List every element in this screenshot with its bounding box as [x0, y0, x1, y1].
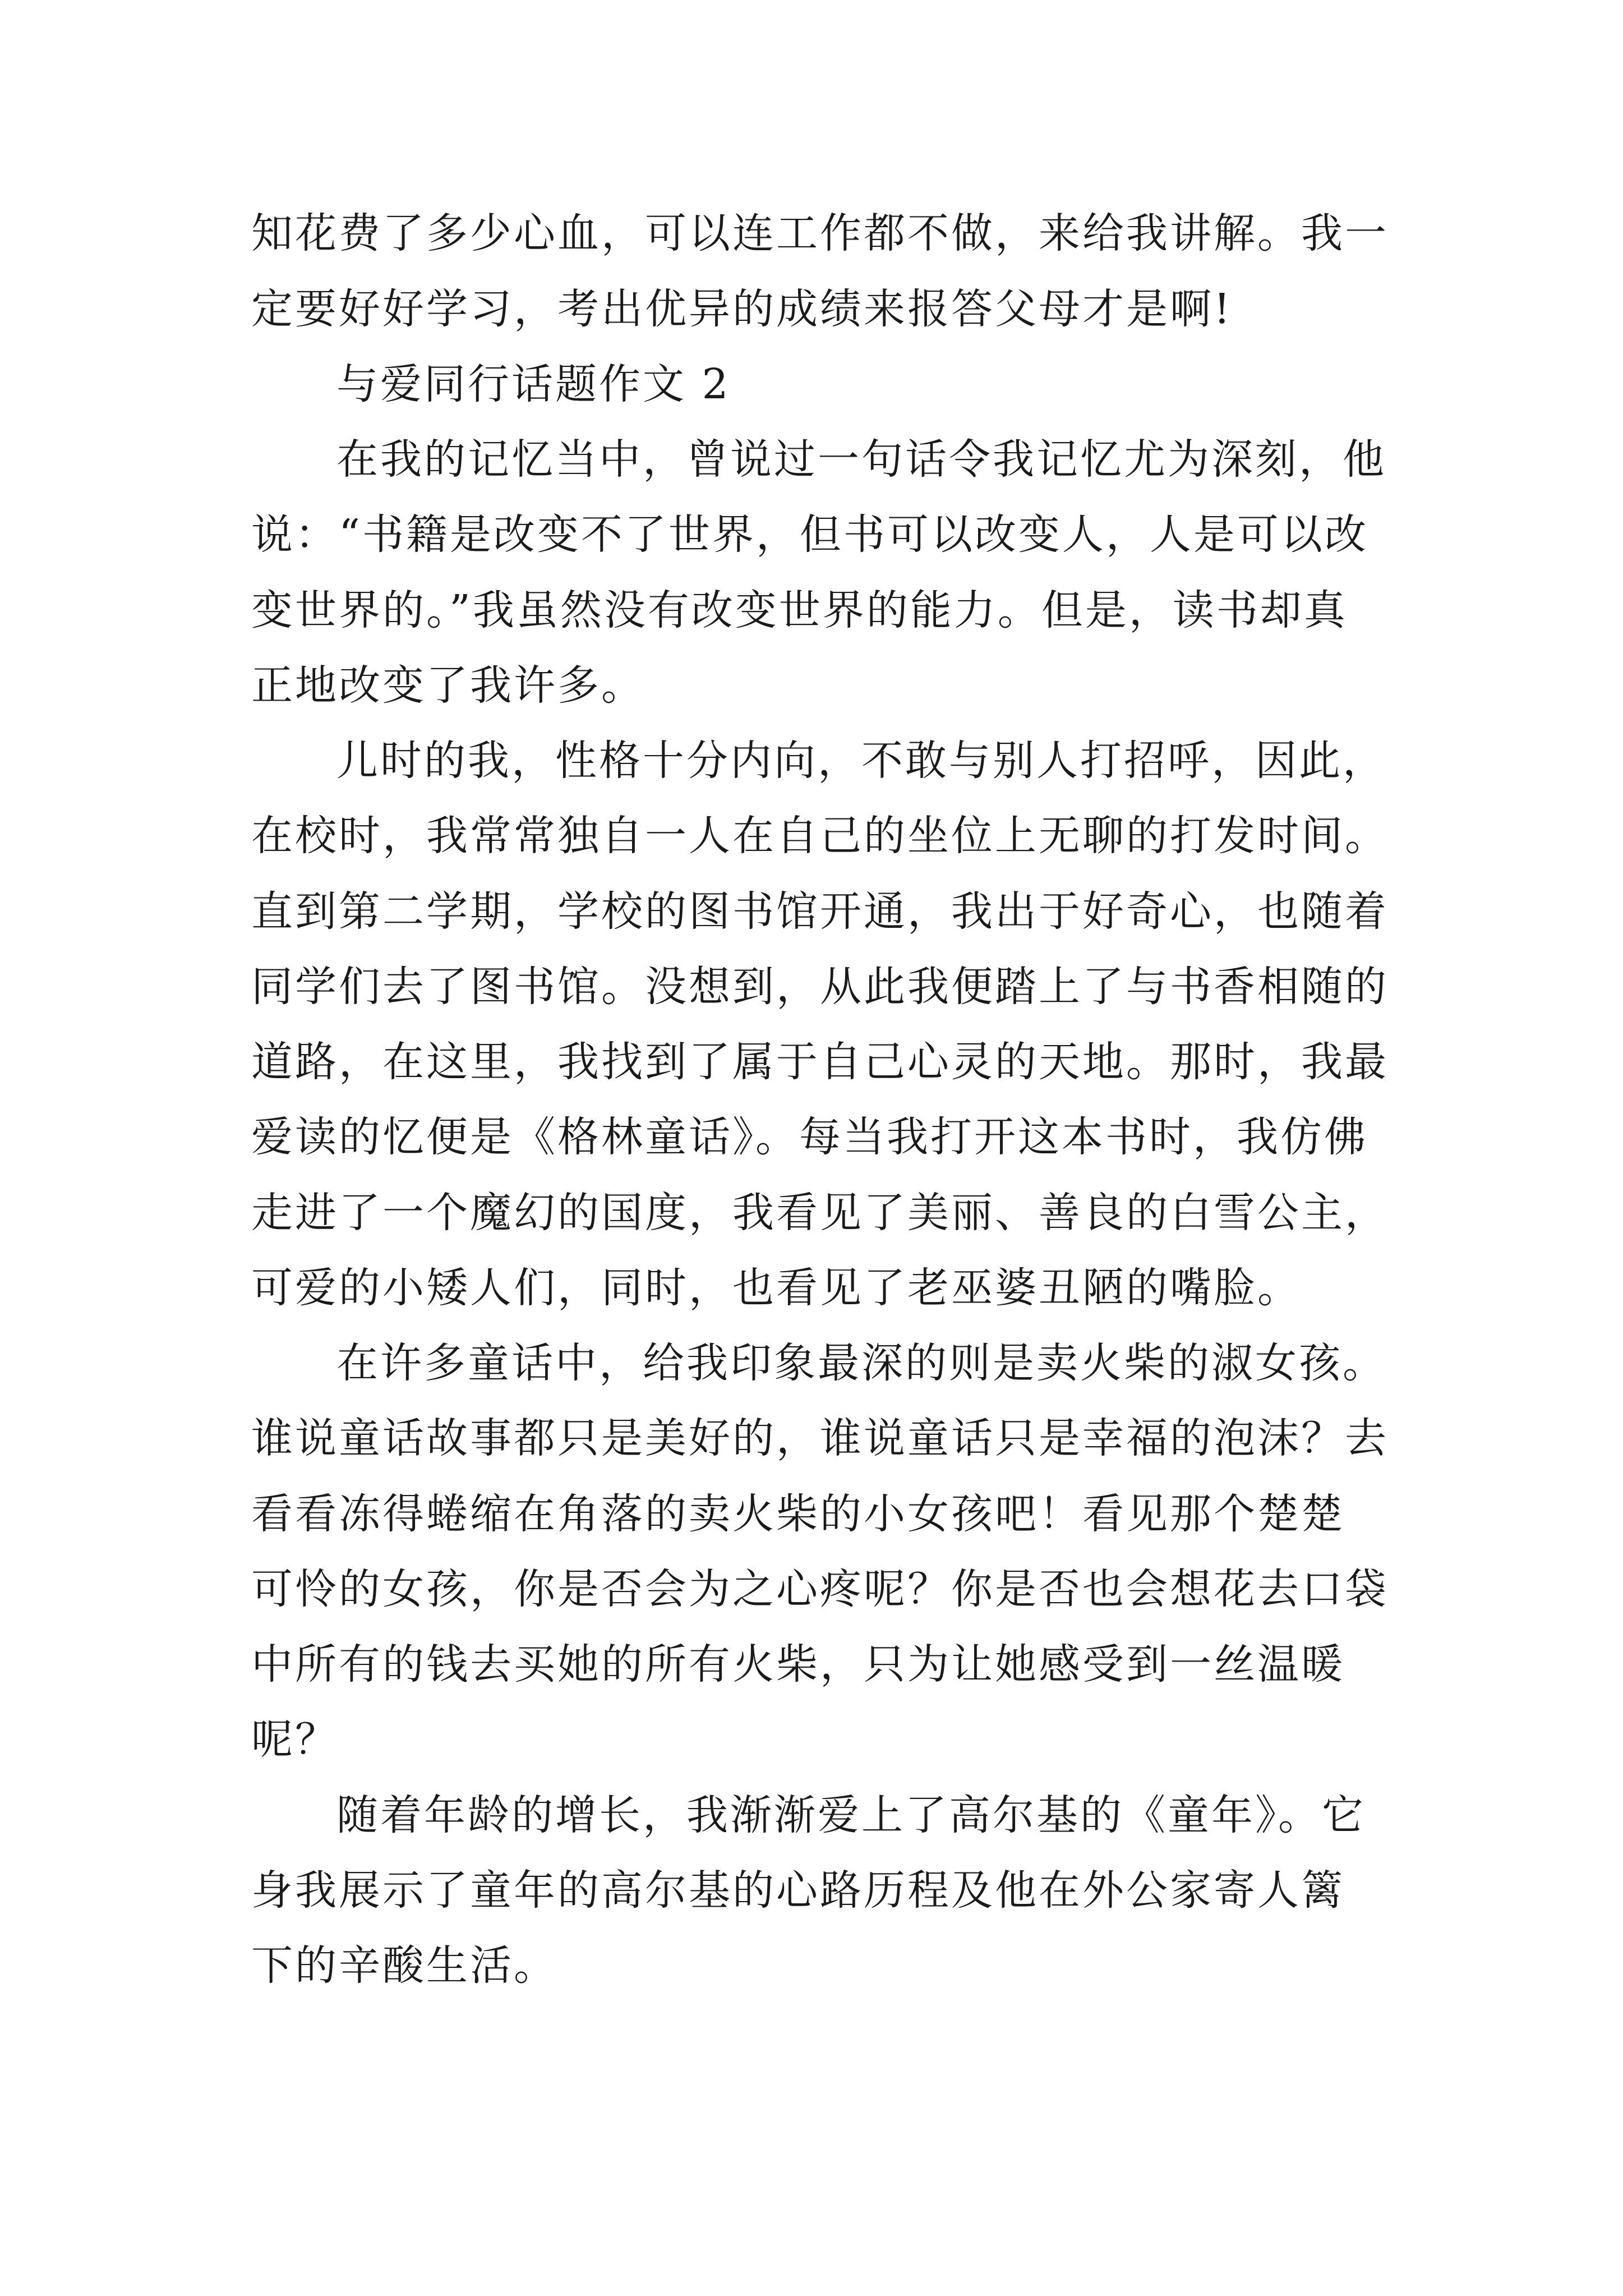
text-line: 道路，在这里，我找到了属于自己心灵的天地。那时，我最 [251, 1038, 1389, 1086]
text-line: 定要好好学习，考出优异的成绩来报答父母才是啊! [251, 285, 1233, 333]
text-line: 呢？ [251, 1715, 339, 1764]
text-line: 知花费了多少心血，可以连工作都不做，来给我讲解。我一 [251, 209, 1389, 257]
text-line: 随着年龄的增长，我渐渐爱上了高尔基的《童年》。它 [336, 1791, 1366, 1839]
text-line: 变世界的。”我虽然没有改变世界的能力。但是，读书却真 [251, 586, 1348, 634]
text-line: 看看冻得蜷缩在角落的卖火柴的小女孩吧！看见那个楚楚 [251, 1490, 1345, 1538]
text-line: 说：“书籍是改变不了世界，但书可以改变人，人是可以改 [251, 510, 1368, 559]
text-line: 在我的记忆当中，曾说过一句话令我记忆尤为深刻，他 [336, 435, 1386, 484]
text-line: 爱读的忆便是《格林童话》。每当我打开这本书时，我仿佛 [251, 1113, 1368, 1161]
text-line: 在校时，我常常独自一人在自己的坐位上无聊的打发时间。 [251, 812, 1389, 860]
text-line: 身我展示了童年的高尔基的心路历程及他在外公家寄人篱 [251, 1866, 1345, 1915]
text-line: 同学们去了图书馆。没想到，从此我便踏上了与书香相随的 [251, 963, 1389, 1011]
text-line: 下的辛酸生活。 [251, 1941, 557, 1990]
text-line: 在许多童话中，给我印象最深的则是卖火柴的淑女孩。 [336, 1339, 1386, 1387]
text-line: 可怜的女孩，你是否会为之心疼呢？你是否也会想花去口袋 [251, 1565, 1389, 1613]
section-heading: 与爱同行话题作文 2 [336, 360, 731, 408]
text-line: 可爱的小矮人们，同时，也看见了老巫婆丑陋的嘴脸。 [251, 1264, 1301, 1312]
text-line: 中所有的钱去买她的所有火柴，只为让她感受到一丝温暖 [251, 1640, 1345, 1688]
text-line: 直到第二学期，学校的图书馆开通，我出于好奇心，也随着 [251, 887, 1389, 936]
text-line: 谁说童话故事都只是美好的，谁说童话只是幸福的泡沫？去 [251, 1414, 1389, 1462]
text-line: 正地改变了我许多。 [251, 661, 645, 710]
text-line: 走进了一个魔幻的国度，我看见了美丽、善良的白雪公主， [251, 1189, 1389, 1237]
text-line: 儿时的我，性格十分内向，不敢与别人打招呼，因此， [336, 737, 1386, 785]
